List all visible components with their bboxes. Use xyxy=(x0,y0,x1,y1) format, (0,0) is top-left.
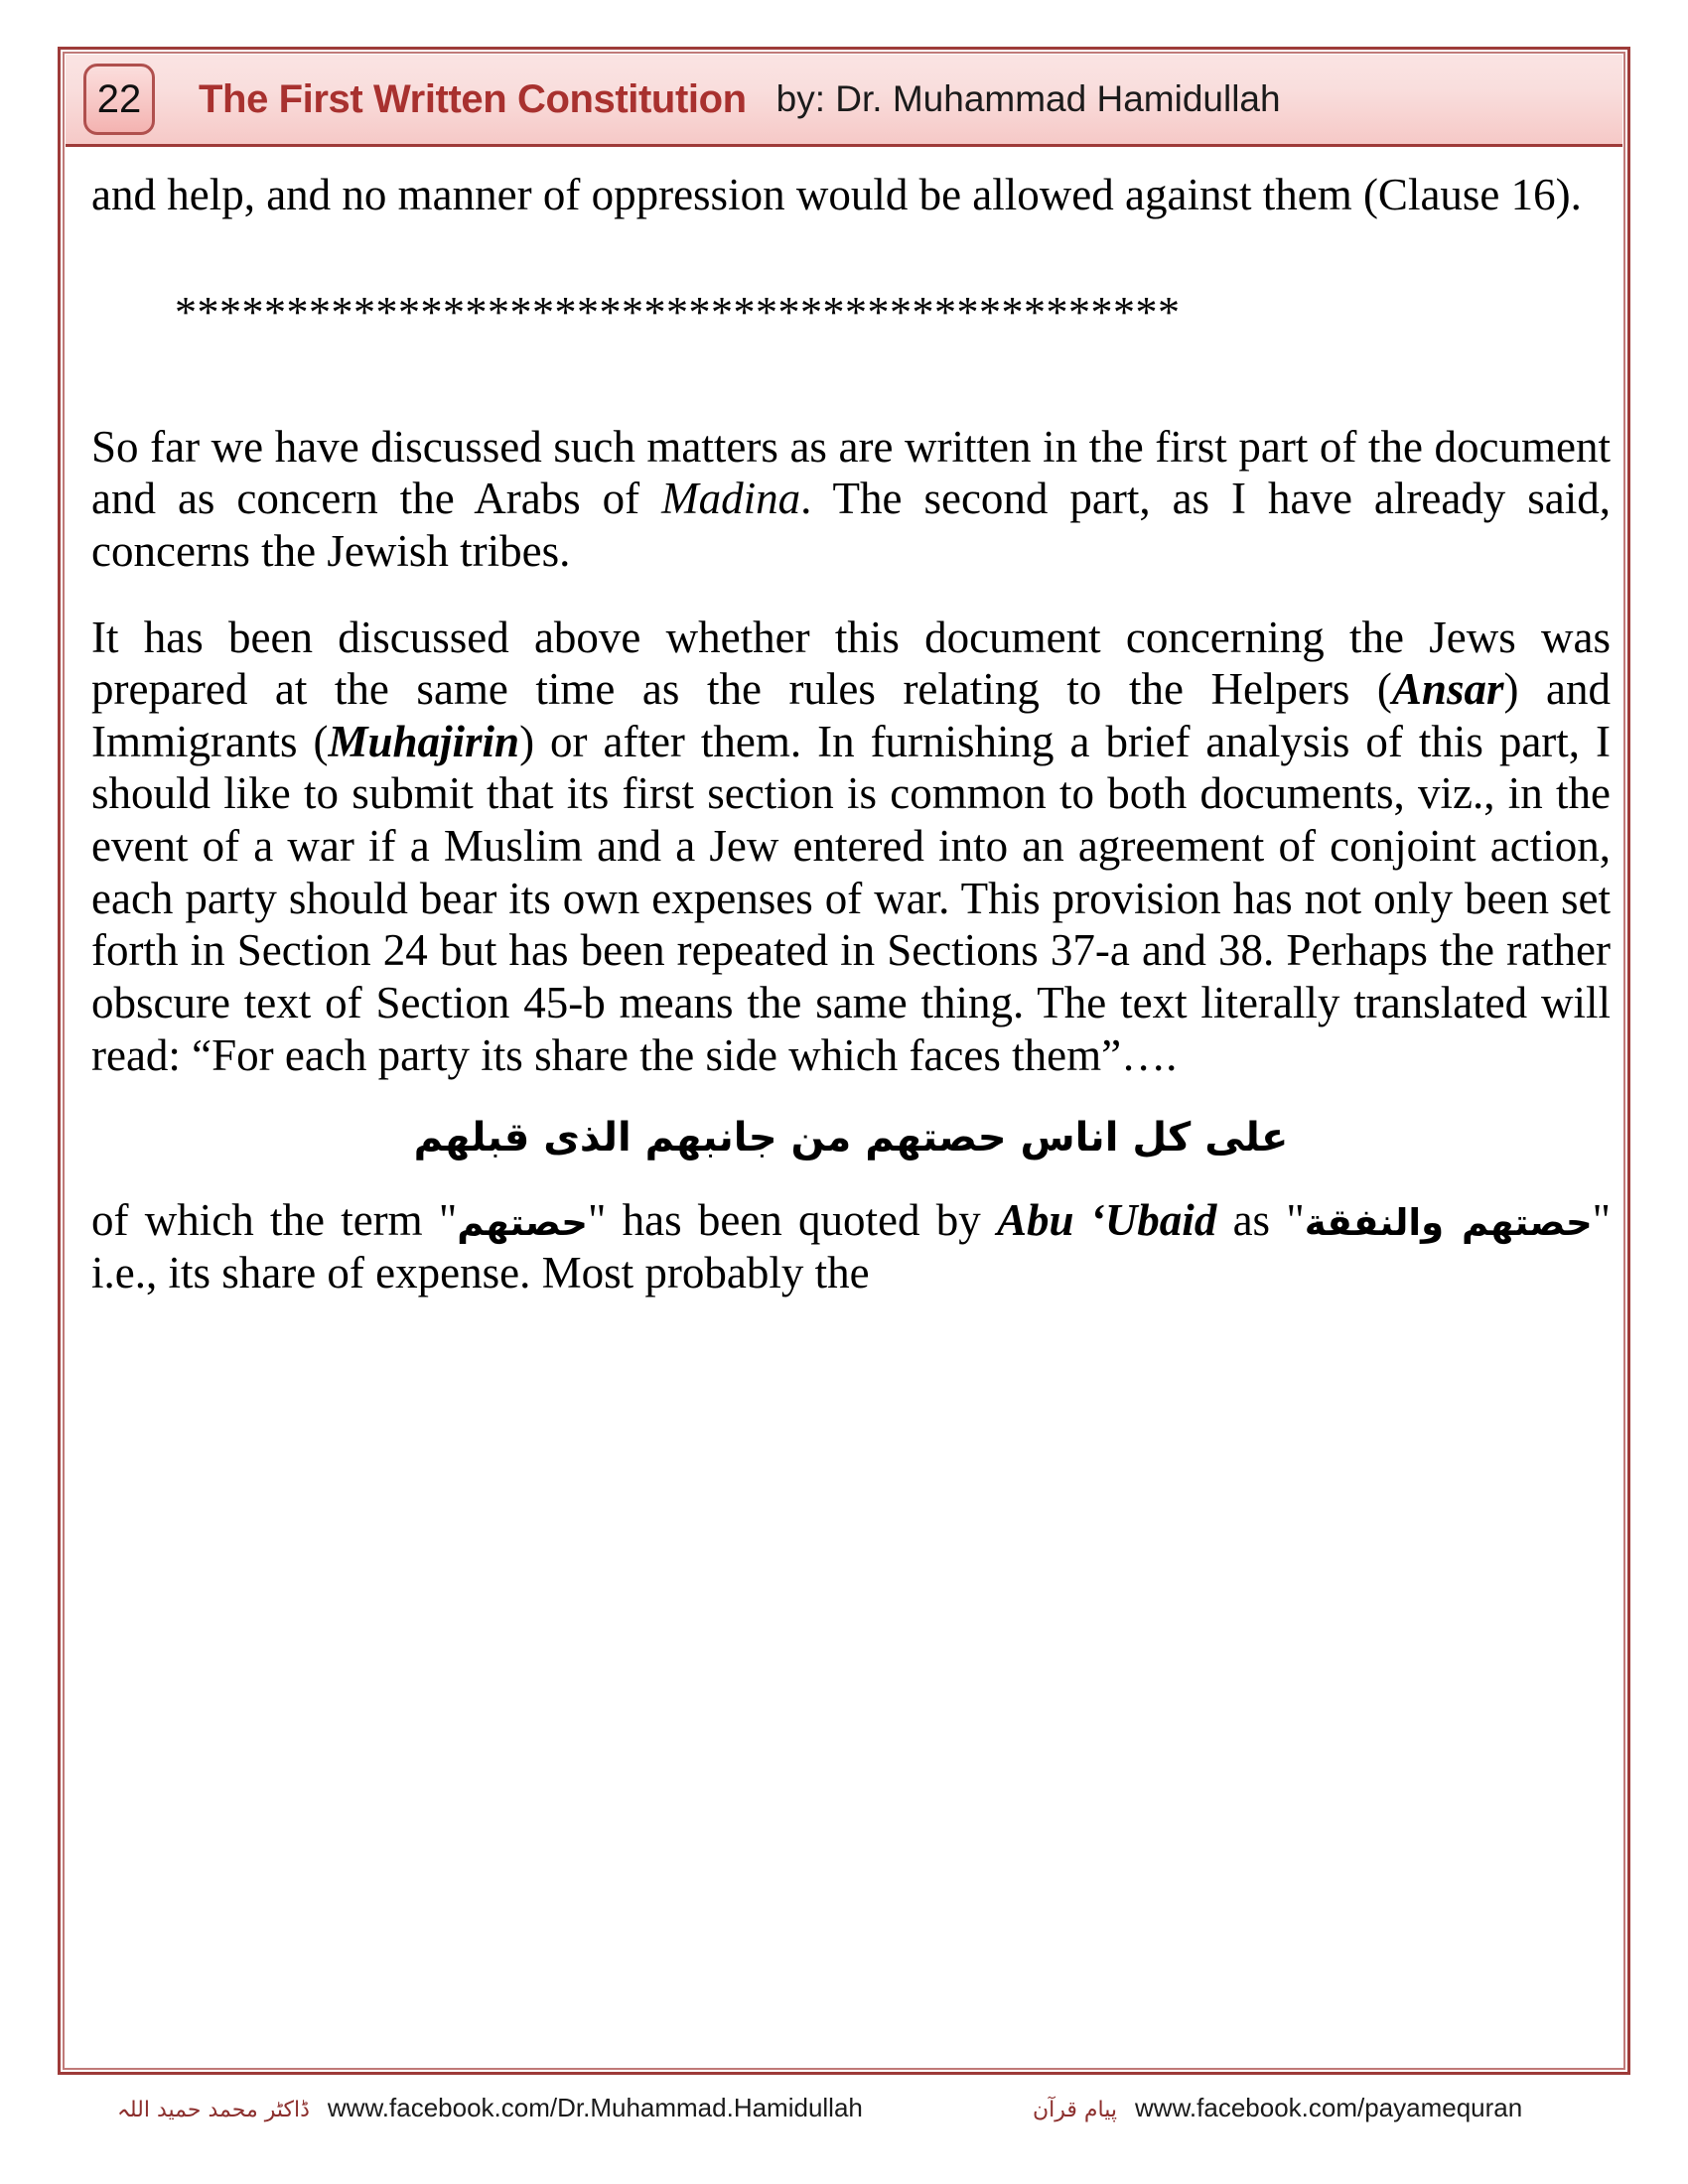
page-author: by: Dr. Muhammad Hamidullah xyxy=(775,78,1281,119)
footer-right-group xyxy=(1033,2093,1522,2123)
page-number-badge: 22 xyxy=(83,64,155,135)
paragraph-one xyxy=(91,421,1611,578)
paragraph-one-part-b: . The second part, as I have already said, concerns the Jewish tribes. xyxy=(91,474,1611,576)
paragraph-two-part-a: It has been discussed above whether this document concerning the Jews was prepared at the same time as the rules relating to the Helpers ( xyxy=(91,612,1611,715)
footer-right-urdu-label: پیام قرآن xyxy=(1033,2098,1118,2122)
footer-left-urdu-label: ڈاکٹر محمد حمید اللہ xyxy=(117,2098,310,2122)
paragraph-two-part-c: ) or after them. In furnishing a brief analysis of this part, I should like to submit that its first section is common to both documents, viz., in the event of a war if a Muslim and a Jew entered into an agreement of conjoint action, each party should bear its own expenses of war. This provision has not only been set forth in Section 24 but has been repeated in Sections 37-a and 38. Perhaps the rather obscure text of Section 45-b means the same thing. The text literally translated will read: “For each party its share the side which faces them”…. xyxy=(91,716,1612,1080)
arabic-term-hissatuhum-wannafaqa: حصتهم والنفقة xyxy=(1304,1201,1593,1245)
ansar-term: Ansar xyxy=(1391,664,1504,715)
muhajirin-term: Muhajirin xyxy=(328,716,520,766)
spacer xyxy=(91,1160,1611,1194)
madina-italic: Madina xyxy=(661,474,801,524)
page-title: The First Written Constitution xyxy=(199,76,747,121)
paragraph-three-part-b: " has been quoted by xyxy=(587,1195,998,1246)
page-header xyxy=(66,55,1622,147)
spacer xyxy=(91,338,1611,421)
footer-left-url[interactable]: www.facebook.com/Dr.Muhammad.Hamidullah xyxy=(327,2093,863,2122)
abu-ubaid-term: Abu ‘Ubaid xyxy=(997,1195,1217,1246)
spacer xyxy=(91,1081,1611,1115)
spacer xyxy=(91,578,1611,612)
paragraph-two-part-b: ) and Immigrants ( xyxy=(91,664,1611,766)
paragraph-three-part-c: as " xyxy=(1216,1195,1305,1246)
paragraph-three-part-d: " i.e., its share of expense. Most probably the xyxy=(91,1195,1612,1297)
paragraph-three-part-a: of which the term " xyxy=(91,1195,458,1246)
page-footer xyxy=(0,2093,1688,2142)
page-content xyxy=(91,169,1611,2045)
paragraph-continued: and help, and no manner of oppression would be allowed against them (Clause 16). xyxy=(91,170,1582,219)
footer-right-url[interactable]: www.facebook.com/payamequran xyxy=(1135,2093,1523,2122)
arabic-quotation: على كل اناس حصتهم من جانبهم الذى قبلهم xyxy=(413,1115,1289,1161)
footer-left-group xyxy=(117,2093,863,2123)
paragraph-two xyxy=(91,612,1611,1082)
arabic-term-hissatuhum: حصتهم xyxy=(457,1201,588,1245)
paragraph-one-part-a: So far we have discussed such matters as are written in the first part of the document and as concern the Arabs of xyxy=(91,421,1611,524)
spacer xyxy=(91,221,1611,287)
paragraph-three xyxy=(91,1194,1611,1298)
asterisk-divider: ********************************************* xyxy=(175,287,1181,337)
